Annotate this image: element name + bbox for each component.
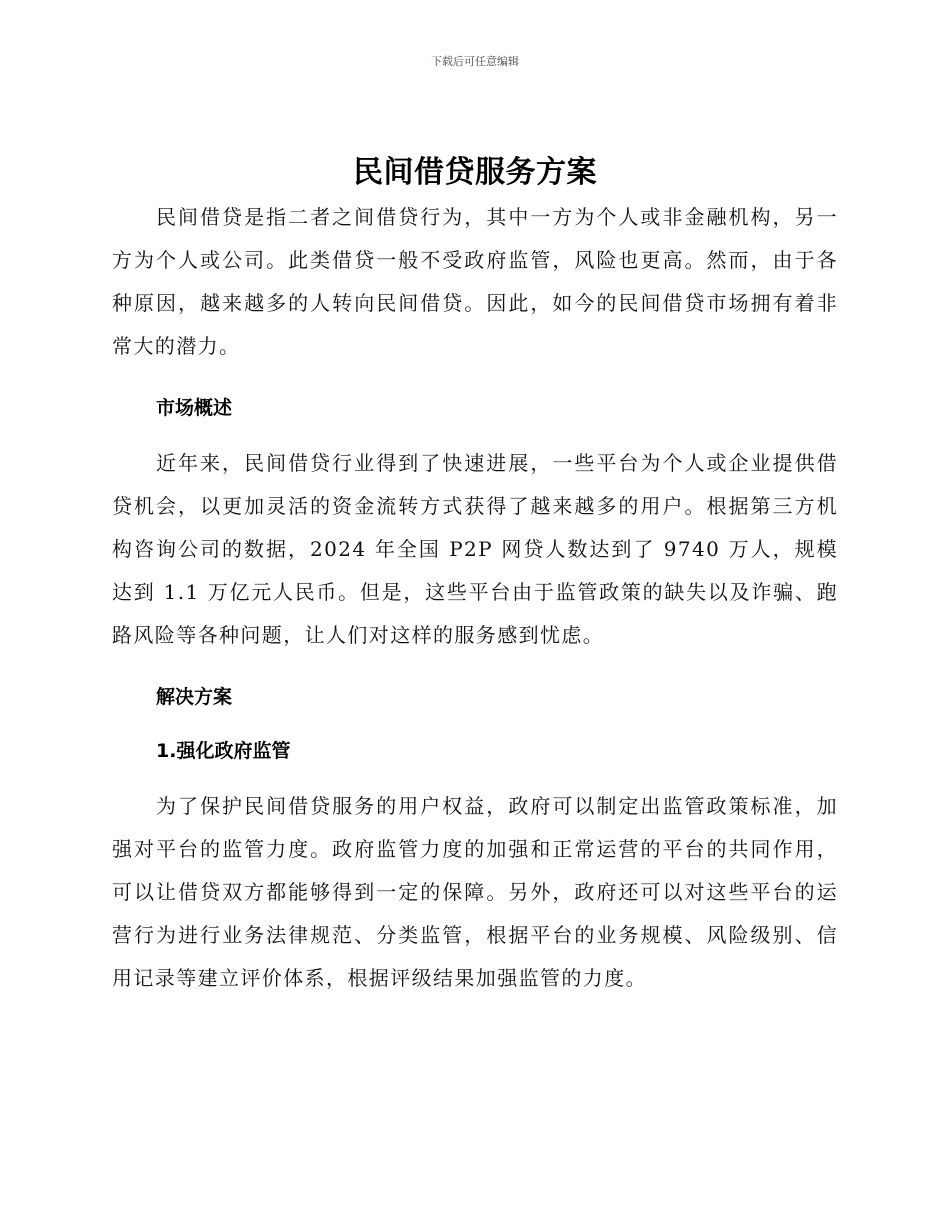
intro-paragraph: 民间借贷是指二者之间借贷行为，其中一方为个人或非金融机构，另一方为个人或公司。此类借贷一般不受政府监管，风险也更高。然而，由于各种原因，越来越多的人转向民间借贷。因此，如今的民间借贷市场拥有着非常大的潜力。 [112, 205, 838, 358]
section-heading-solutions: 解决方案 [156, 686, 233, 708]
document-title: 民间借贷服务方案 [353, 155, 597, 190]
subheading-government-regulation: 1.强化政府监管 [156, 740, 291, 762]
header-note: 下载后可任意编辑 [431, 55, 519, 68]
government-regulation-paragraph: 为了保护民间借贷服务的用户权益，政府可以制定出监管政策标准，加强对平台的监管力度。政府监管力度的加强和正常运营的平台的共同作用，可以让借贷双方都能够得到一定的保障。另外，政府还可以对这些平台的运营行为进行业务法律规范、分类监管，根据平台的业务规模、风险级别、信用记录等建立评价体系，根据评级结果加强监管的力度。 [112, 794, 838, 990]
section-heading-market-overview: 市场概述 [156, 397, 233, 419]
document-body [112, 150, 838, 1000]
market-overview-paragraph: 近年来，民间借贷行业得到了快速进展，一些平台为个人或企业提供借贷机会，以更加灵活的资金流转方式获得了越来越多的用户。根据第三方机构咨询公司的数据，2024 年全国 P2P 网贷人数达到了 9740 万人，规模达到 1.1 万亿元人民币。但是，这些平台由于监管政策的缺失以及诈骗、跑路风险等各种问题，让人们对这样的服务感到忧虑。 [112, 451, 838, 647]
